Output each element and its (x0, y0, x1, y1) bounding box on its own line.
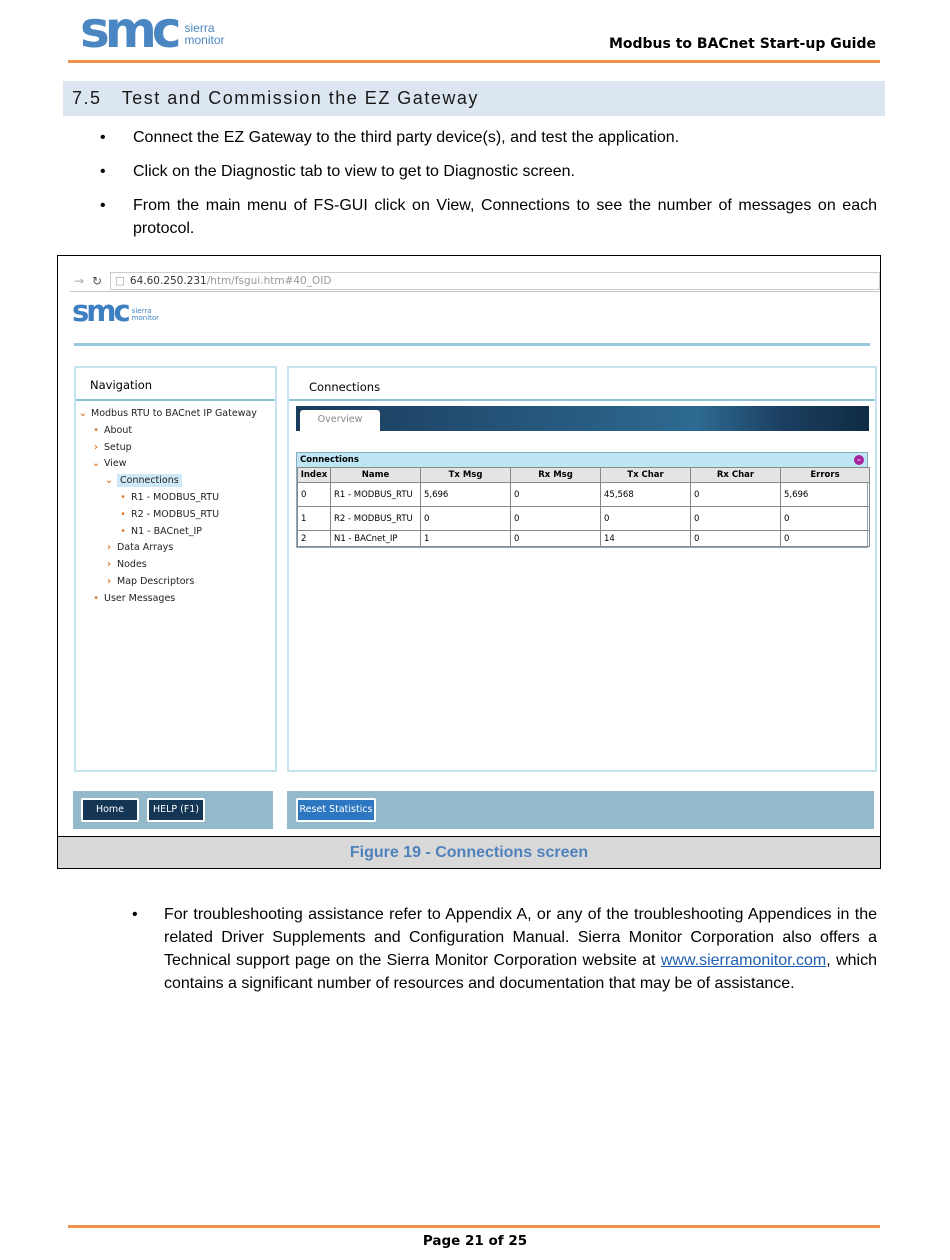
tab-overview: Overview (300, 410, 380, 432)
tree-item-connections (76, 473, 275, 490)
tree-item-about (76, 423, 275, 440)
connections-panel (287, 366, 877, 772)
page-number: Page 21 of 25 (422, 1233, 528, 1249)
table-cell: 14 (601, 531, 691, 547)
app-header-divider (74, 343, 870, 346)
help-button: HELP (F1) (147, 798, 205, 822)
tree-item-nodes (76, 557, 275, 574)
tree-item-label: Modbus RTU to BACnet IP Gateway (91, 408, 257, 419)
column-header: Tx Char (601, 468, 691, 483)
connections-data-table (297, 467, 870, 547)
table-cell: 2 (298, 531, 331, 547)
tree-item-label: R1 - MODBUS_RTU (131, 491, 220, 503)
tree-item-label: About (104, 424, 133, 436)
list-item: • From the main menu of FS-GUI click on View, Connections to see the number of messages on each protocol. (100, 194, 877, 240)
table-caption-text: Connections (300, 455, 359, 465)
section-heading (63, 81, 885, 116)
troubleshooting-text-end: , which contains a significant number of resources and documentation that may be of assistance. (164, 952, 877, 992)
figure-connections-screen (57, 255, 881, 869)
navigation-tree (76, 401, 275, 608)
chevron-right-icon: › (106, 542, 112, 554)
sierramonitor-link[interactable]: www.sierramonitor.com (660, 952, 827, 969)
chevron-down-icon: ⌄ (104, 475, 114, 487)
bullet-icon: • (120, 508, 126, 520)
app-logo-subtext-line2: monitor (131, 314, 160, 322)
tree-item-label: R2 - MODBUS_RTU (131, 508, 220, 520)
table-cell: R1 - MODBUS_RTU (331, 483, 421, 507)
table-cell: 45,568 (601, 483, 691, 507)
table-cell: 0 (601, 507, 691, 531)
tree-item-n1 (76, 524, 275, 541)
tree-item-label: Nodes (117, 559, 147, 571)
tree-item-view (76, 456, 275, 473)
table-cell: 0 (781, 531, 870, 547)
tree-item-label: Map Descriptors (117, 575, 195, 587)
list-item (132, 903, 877, 995)
table-row (298, 531, 870, 547)
reset-statistics-button: Reset Statistics (296, 798, 376, 822)
tree-item-label: View (104, 458, 127, 470)
table-cell: 0 (511, 531, 601, 547)
chevron-right-icon: › (106, 575, 112, 587)
left-button-bar (73, 791, 273, 829)
table-cell: 0 (421, 507, 511, 531)
instruction-list (100, 126, 877, 251)
tree-item-r2 (76, 507, 275, 524)
table-cell: 1 (421, 531, 511, 547)
url-path: /htm/fsgui.htm#40_OID (206, 274, 332, 287)
app-logo-wordmark: smc (72, 294, 128, 328)
column-header: Tx Msg (421, 468, 511, 483)
connections-table (296, 452, 868, 548)
tree-item-map-descriptors (76, 574, 275, 591)
bullet-icon: • (120, 491, 126, 503)
navigation-title: Navigation (76, 368, 275, 401)
tree-item-data-arrays (76, 540, 275, 557)
table-row (298, 507, 870, 531)
troubleshooting-list (132, 903, 877, 995)
chevron-right-icon: › (106, 559, 112, 571)
table-cell: 0 (298, 483, 331, 507)
table-cell: 0 (511, 507, 601, 531)
table-cell: 1 (298, 507, 331, 531)
navigation-panel (74, 366, 277, 772)
tree-item-label: Data Arrays (117, 542, 174, 554)
chevron-down-icon: ⌄ (78, 408, 88, 419)
chevron-right-icon: › (93, 441, 99, 453)
list-item: • Connect the EZ Gateway to the third party device(s), and test the application. (100, 126, 877, 149)
embedded-screenshot (70, 268, 876, 836)
app-logo-subtext-line1: sierra (131, 307, 152, 315)
header-divider (68, 60, 880, 63)
table-header-row (298, 468, 870, 483)
column-header: Rx Char (691, 468, 781, 483)
section-number: 7.5 (72, 88, 102, 108)
right-button-bar (287, 791, 874, 829)
chevron-down-icon: ⌄ (91, 458, 101, 470)
tab-bar (296, 406, 869, 431)
column-header: Rx Msg (511, 468, 601, 483)
url-field (110, 272, 880, 290)
tree-item-r1 (76, 490, 275, 507)
troubleshooting-text: For troubleshooting assistance refer to Appendix A, or any of the troubleshooting Appendices in the related Driver Supplements and Configuration Manual. Sierra Monitor Corporation also offers a Technical support page on the Sierra Monitor Corporation website at (164, 906, 877, 969)
table-caption (297, 453, 867, 467)
table-cell: 0 (691, 531, 781, 547)
url-host: 64.60.250.231 (129, 274, 207, 287)
table-cell: N1 - BACnet_IP (331, 531, 421, 547)
tree-item-label: User Messages (104, 592, 176, 604)
table-cell: 5,696 (421, 483, 511, 507)
logo-wordmark: smc (80, 1, 177, 59)
forward-arrow-icon: → (73, 273, 85, 288)
document-title: Modbus to BACnet Start-up Guide (608, 36, 876, 52)
connections-title: Connections (289, 368, 875, 401)
column-header: Index (298, 468, 331, 483)
bullet-icon: • (120, 525, 126, 537)
logo-subtext (185, 22, 225, 46)
column-header: Errors (781, 468, 870, 483)
column-header: Name (331, 468, 421, 483)
app-logo (72, 296, 159, 326)
table-cell: R2 - MODBUS_RTU (331, 507, 421, 531)
browser-address-bar (70, 270, 880, 292)
tree-item-gateway (76, 406, 275, 423)
home-button: Home (81, 798, 139, 822)
table-cell: 0 (781, 507, 870, 531)
tree-item-user-messages (76, 591, 275, 608)
app-logo-subtext (132, 308, 159, 322)
table-cell: 0 (691, 507, 781, 531)
figure-caption: Figure 19 - Connections screen (58, 836, 880, 868)
bullet-icon: • (93, 424, 99, 436)
logo-subtext-line2: monitor (184, 33, 225, 47)
logo-subtext-line1: sierra (184, 21, 215, 35)
company-logo (80, 1, 225, 59)
list-item: • Click on the Diagnostic tab to view to get to Diagnostic screen. (100, 160, 877, 183)
table-cell: 0 (691, 483, 781, 507)
page-icon: □ (115, 274, 125, 287)
section-title: Test and Commission the EZ Gateway (121, 88, 479, 108)
tree-item-label: N1 - BACnet_IP (131, 525, 202, 537)
bullet-icon: • (93, 592, 99, 604)
tree-item-label: Setup (104, 441, 132, 453)
table-row (298, 483, 870, 507)
table-cell: 5,696 (781, 483, 870, 507)
table-cell: 0 (511, 483, 601, 507)
footer-divider (68, 1225, 880, 1228)
reload-icon: ↻ (91, 273, 103, 288)
tree-item-setup (76, 440, 275, 457)
collapse-icon: – (854, 455, 864, 465)
tree-item-label: Connections (117, 474, 182, 487)
